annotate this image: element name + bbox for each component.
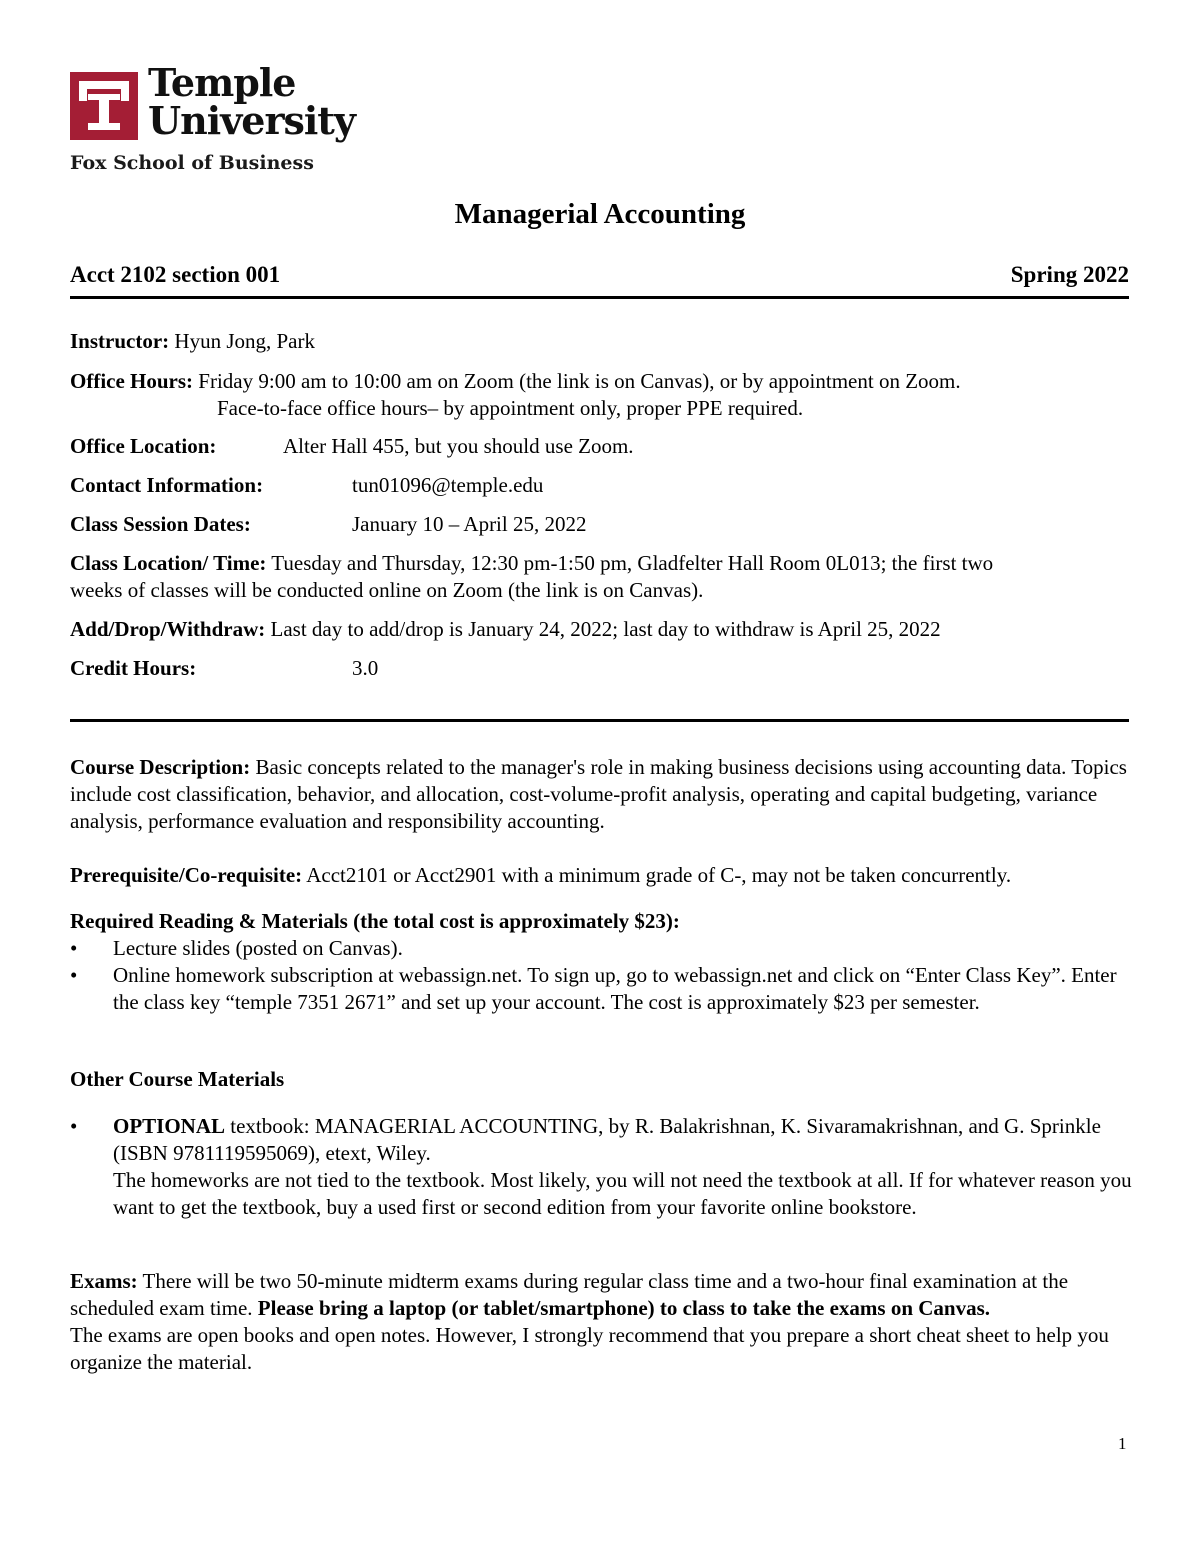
contact-label: Contact Information: (70, 473, 264, 497)
exams-label: Exams: (70, 1269, 138, 1293)
session-dates-label: Class Session Dates: (70, 512, 251, 536)
logo-line-temple: Temple (148, 60, 296, 105)
bullet: • (70, 936, 78, 960)
required-reading-list (70, 935, 1140, 1016)
temple-university-logo (70, 60, 370, 180)
office-hours-label: Office Hours: (70, 369, 194, 393)
exams-bold-text: Please bring a laptop (or tablet/smartphone) to class to take the exams on Canvas. (257, 1296, 991, 1320)
page-title: Managerial Accounting (454, 198, 746, 230)
instructor-line (70, 328, 315, 354)
course-term: Spring 2022 (1010, 262, 1129, 287)
course-description (70, 754, 1140, 835)
class-location-value: Tuesday and Thursday, 12:30 pm-1:50 pm, Gladfelter Hall Room 0L013; the first two (271, 551, 994, 575)
add-drop-label: Add/Drop/Withdraw: (70, 617, 266, 641)
textbook-note: The homeworks are not tied to the textbook. Most likely, you will not need the textbook at all. If for whatever reason you want to get the textbook, buy a used first or second edition from your favorite online bookstore. (113, 1168, 1132, 1219)
reading-item-text: Lecture slides (posted on Canvas). (113, 936, 403, 960)
optional-label: OPTIONAL (113, 1114, 226, 1138)
course-code: Acct 2102 section 001 (70, 262, 281, 287)
office-hours-value-2: Face-to-face office hours– by appointment only, proper PPE required. (217, 396, 804, 420)
bullet: • (70, 963, 78, 987)
office-hours-value: Friday 9:00 am to 10:00 am on Zoom (the link is on Canvas), or by appointment on Zoom. (198, 369, 961, 393)
office-location-line (70, 433, 216, 459)
optional-text: textbook: MANAGERIAL ACCOUNTING, by R. Balakrishnan, K. Sivaramakrishnan, and G. Sprinkle (ISBN 9781119595069), etext, Wiley. (113, 1114, 1101, 1165)
exams-text-2: The exams are open books and open notes. However, I strongly recommend that you prepare a short cheat sheet to help you organize the material. (70, 1323, 1109, 1374)
office-location-label: Office Location: (70, 434, 217, 458)
list-item (70, 935, 1140, 962)
list-item (70, 1113, 1140, 1221)
add-drop-line (70, 616, 941, 642)
bullet: • (70, 1114, 78, 1138)
list-item (70, 962, 1140, 1016)
session-dates-value: January 10 – April 25, 2022 (352, 512, 587, 536)
university-name (148, 60, 355, 143)
add-drop-value: Last day to add/drop is January 24, 2022; last day to withdraw is April 25, 2022 (270, 617, 941, 641)
instructor-value: Hyun Jong, Park (174, 329, 315, 353)
school-name: Fox School of Business (70, 152, 314, 174)
prerequisite (70, 862, 1140, 889)
required-reading-heading: Required Reading & Materials (the total cost is approximately $23): (70, 909, 680, 933)
instructor-label: Instructor: (70, 329, 170, 353)
course-description-text: Basic concepts related to the manager's role in making business decisions using accounting data. Topics include cost classification, behavior, and allocation, cost-volume-profit analysis, operating and capital budgeting, variance analysis, performance evaluation and responsibility accounting. (70, 755, 1127, 833)
exams-text: There will be two 50-minute midterm exams during regular class time and a two-hour final examination at the scheduled exam time. (70, 1269, 1069, 1320)
reading-item-text: Online homework subscription at webassign.net. To sign up, go to webassign.net and click on “Enter Class Key”. Enter the class key “temple 7351 2671” and set up your account. The cost is approximately $23 per semester. (113, 963, 1117, 1014)
contact-email[interactable]: tun01096@temple.edu (352, 473, 544, 497)
course-description-label: Course Description: (70, 755, 251, 779)
office-hours-line (70, 368, 961, 394)
prerequisite-label: Prerequisite/Co-requisite: (70, 863, 303, 887)
class-location-label: Class Location/ Time: (70, 551, 267, 575)
office-location-value: Alter Hall 455, but you should use Zoom. (283, 434, 634, 458)
logo-line-university: University (148, 98, 355, 143)
other-materials-heading: Other Course Materials (70, 1067, 285, 1091)
class-location-value-2: weeks of classes will be conducted online on Zoom (the link is on Canvas). (70, 578, 704, 602)
other-materials-list (70, 1113, 1140, 1221)
credit-hours-value: 3.0 (352, 656, 379, 680)
prerequisite-text: Acct2101 or Acct2901 with a minimum grade of C-, may not be taken concurrently. (306, 863, 1012, 887)
exams-section (70, 1268, 1140, 1376)
credit-hours-label: Credit Hours: (70, 656, 197, 680)
credit-hours-line (70, 655, 196, 681)
session-dates-line (70, 511, 251, 537)
page-number: 1 (1118, 1434, 1127, 1453)
class-location-line (70, 550, 993, 576)
section-divider (70, 719, 1129, 722)
course-header (70, 262, 1129, 299)
contact-line (70, 472, 263, 498)
temple-t-icon (70, 72, 138, 140)
